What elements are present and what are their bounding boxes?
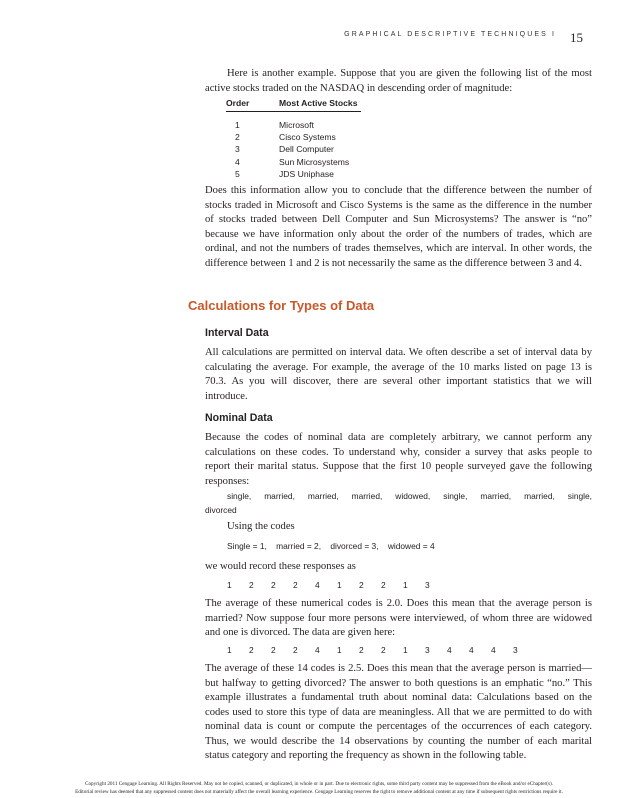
code-value: 1 xyxy=(403,580,408,590)
code-value: 4 xyxy=(491,645,496,655)
responses-list xyxy=(205,489,592,517)
nominal-paragraph-1: Because the codes of nominal data are completely arbitrary, we cannot perform any calculations on these codes. To understand why, consider a survey that asks people to report their marital status. Suppose that the first 10 people surveyed gave the following responses: xyxy=(205,432,592,487)
code-value: 2 xyxy=(359,580,364,590)
nominal-paragraph-3: The average of these 14 codes is 2.5. Does this mean that the average person is married—but halfway to getting divorced? The answer to both questions is an emphatic “no.” This example illustrates a fundamental truth about nominal data: Calculations based on the codes used to store this type of data are meaningless. All that we are permitted to do with nominal data is count or compute the percentages of the occurrences of each category. Thus, we would describe the 14 observations by counting the number of each marital status category and reporting the frequency as shown in the following table. xyxy=(205,663,592,761)
codes-list-14 xyxy=(227,645,535,655)
code-value: 2 xyxy=(293,645,298,655)
nominal-data-heading: Nominal Data xyxy=(205,412,273,424)
record-text: we would record these responses as xyxy=(205,561,356,572)
code-value: 4 xyxy=(315,580,320,590)
interval-paragraph: All calculations are permitted on interval data. We often describe a set of interval data by calculating the average. For example, the average of the 10 marks listed on page 13 is 70.3. As you will discover, there are several other important statistics that we will introduce. xyxy=(205,347,592,402)
table-row xyxy=(226,112,361,132)
code-value: 3 xyxy=(425,645,430,655)
stock-cell: Dell Computer xyxy=(279,144,334,155)
page-number: 15 xyxy=(570,30,583,45)
nominal-paragraph-2: The average of these numerical codes is 2.0. Does this mean that the average person is married? Now suppose four more persons were interviewed, of whom three are widowed and one is divorced. The data are given here: xyxy=(205,598,592,638)
ordinal-paragraph: Does this information allow you to conclude that the difference between the number of stocks traded in Microsoft and Cisco Systems is the same as the difference in the number of stocks traded between Dell Computer and Sun Microsystems? The answer is “no” because we have information only about the order of the numbers of trades, which are ordinal, and not the numbers of trades themselves, which are interval. In other words, the difference between 1 and 2 is not necessarily the same as the difference between 3 and 4. xyxy=(205,185,592,269)
copyright-footer-line-2: Editorial review has deemed that any suppressed content does not materially affect the overall learning experience. Cengage Learning reserves the right to remove additional content at any time if subsequent rights restrictions require it. xyxy=(75,789,563,795)
responses-line-1: single, married, married, married, widowed, single, married, married, single, xyxy=(227,491,592,501)
interval-data-heading: Interval Data xyxy=(205,327,269,339)
code-value: 3 xyxy=(513,645,518,655)
code-value: 1 xyxy=(227,645,232,655)
table-row xyxy=(226,168,361,180)
table-row xyxy=(226,131,361,143)
code-value: 4 xyxy=(315,645,320,655)
code-value: 2 xyxy=(271,580,276,590)
column-header-order: Order xyxy=(226,97,279,112)
running-head: GRAPHICAL DESCRIPTIVE TECHNIQUES I xyxy=(344,31,556,38)
stock-cell: Sun Microsystems xyxy=(279,156,350,167)
copyright-footer-line-1: Copyright 2011 Cengage Learning. All Rights Reserved. May not be copied, scanned, or duplicated, in whole or in part. Due to electronic rights, some third party content may be suppressed from the eBook and/or eChapter(s). xyxy=(84,781,553,787)
table-row xyxy=(226,156,361,168)
code-value: 4 xyxy=(447,645,452,655)
code-value: 1 xyxy=(403,645,408,655)
order-cell: 1 xyxy=(235,120,240,131)
table-row xyxy=(226,143,361,155)
code-value: 4 xyxy=(469,645,474,655)
stocks-table-header-row xyxy=(226,97,361,112)
order-cell: 3 xyxy=(235,144,240,155)
code-value: 3 xyxy=(425,580,430,590)
code-value: 2 xyxy=(293,580,298,590)
order-cell: 5 xyxy=(235,168,240,179)
order-cell: 2 xyxy=(235,132,240,143)
codes-definition: Single = 1, married = 2, divorced = 3, widowed = 4 xyxy=(227,541,435,551)
code-value: 1 xyxy=(337,645,342,655)
stocks-table xyxy=(226,97,361,180)
column-header-stocks: Most Active Stocks xyxy=(279,97,361,112)
code-value: 2 xyxy=(381,645,386,655)
stock-cell: Microsoft xyxy=(279,120,314,131)
code-value: 1 xyxy=(337,580,342,590)
code-value: 1 xyxy=(227,580,232,590)
section-heading: Calculations for Types of Data xyxy=(188,298,375,313)
intro-paragraph: Here is another example. Suppose that you are given the following list of the most active stocks traded on the NASDAQ in descending order of magnitude: xyxy=(205,68,592,94)
code-value: 2 xyxy=(359,645,364,655)
code-value: 2 xyxy=(381,580,386,590)
codes-list-10 xyxy=(227,580,447,590)
code-value: 2 xyxy=(249,645,254,655)
code-value: 2 xyxy=(271,645,276,655)
responses-line-2: divorced xyxy=(205,505,237,515)
order-cell: 4 xyxy=(235,156,240,167)
code-value: 2 xyxy=(249,580,254,590)
using-codes-text: Using the codes xyxy=(227,521,295,532)
stock-cell: JDS Uniphase xyxy=(279,168,334,179)
stock-cell: Cisco Systems xyxy=(279,132,336,143)
